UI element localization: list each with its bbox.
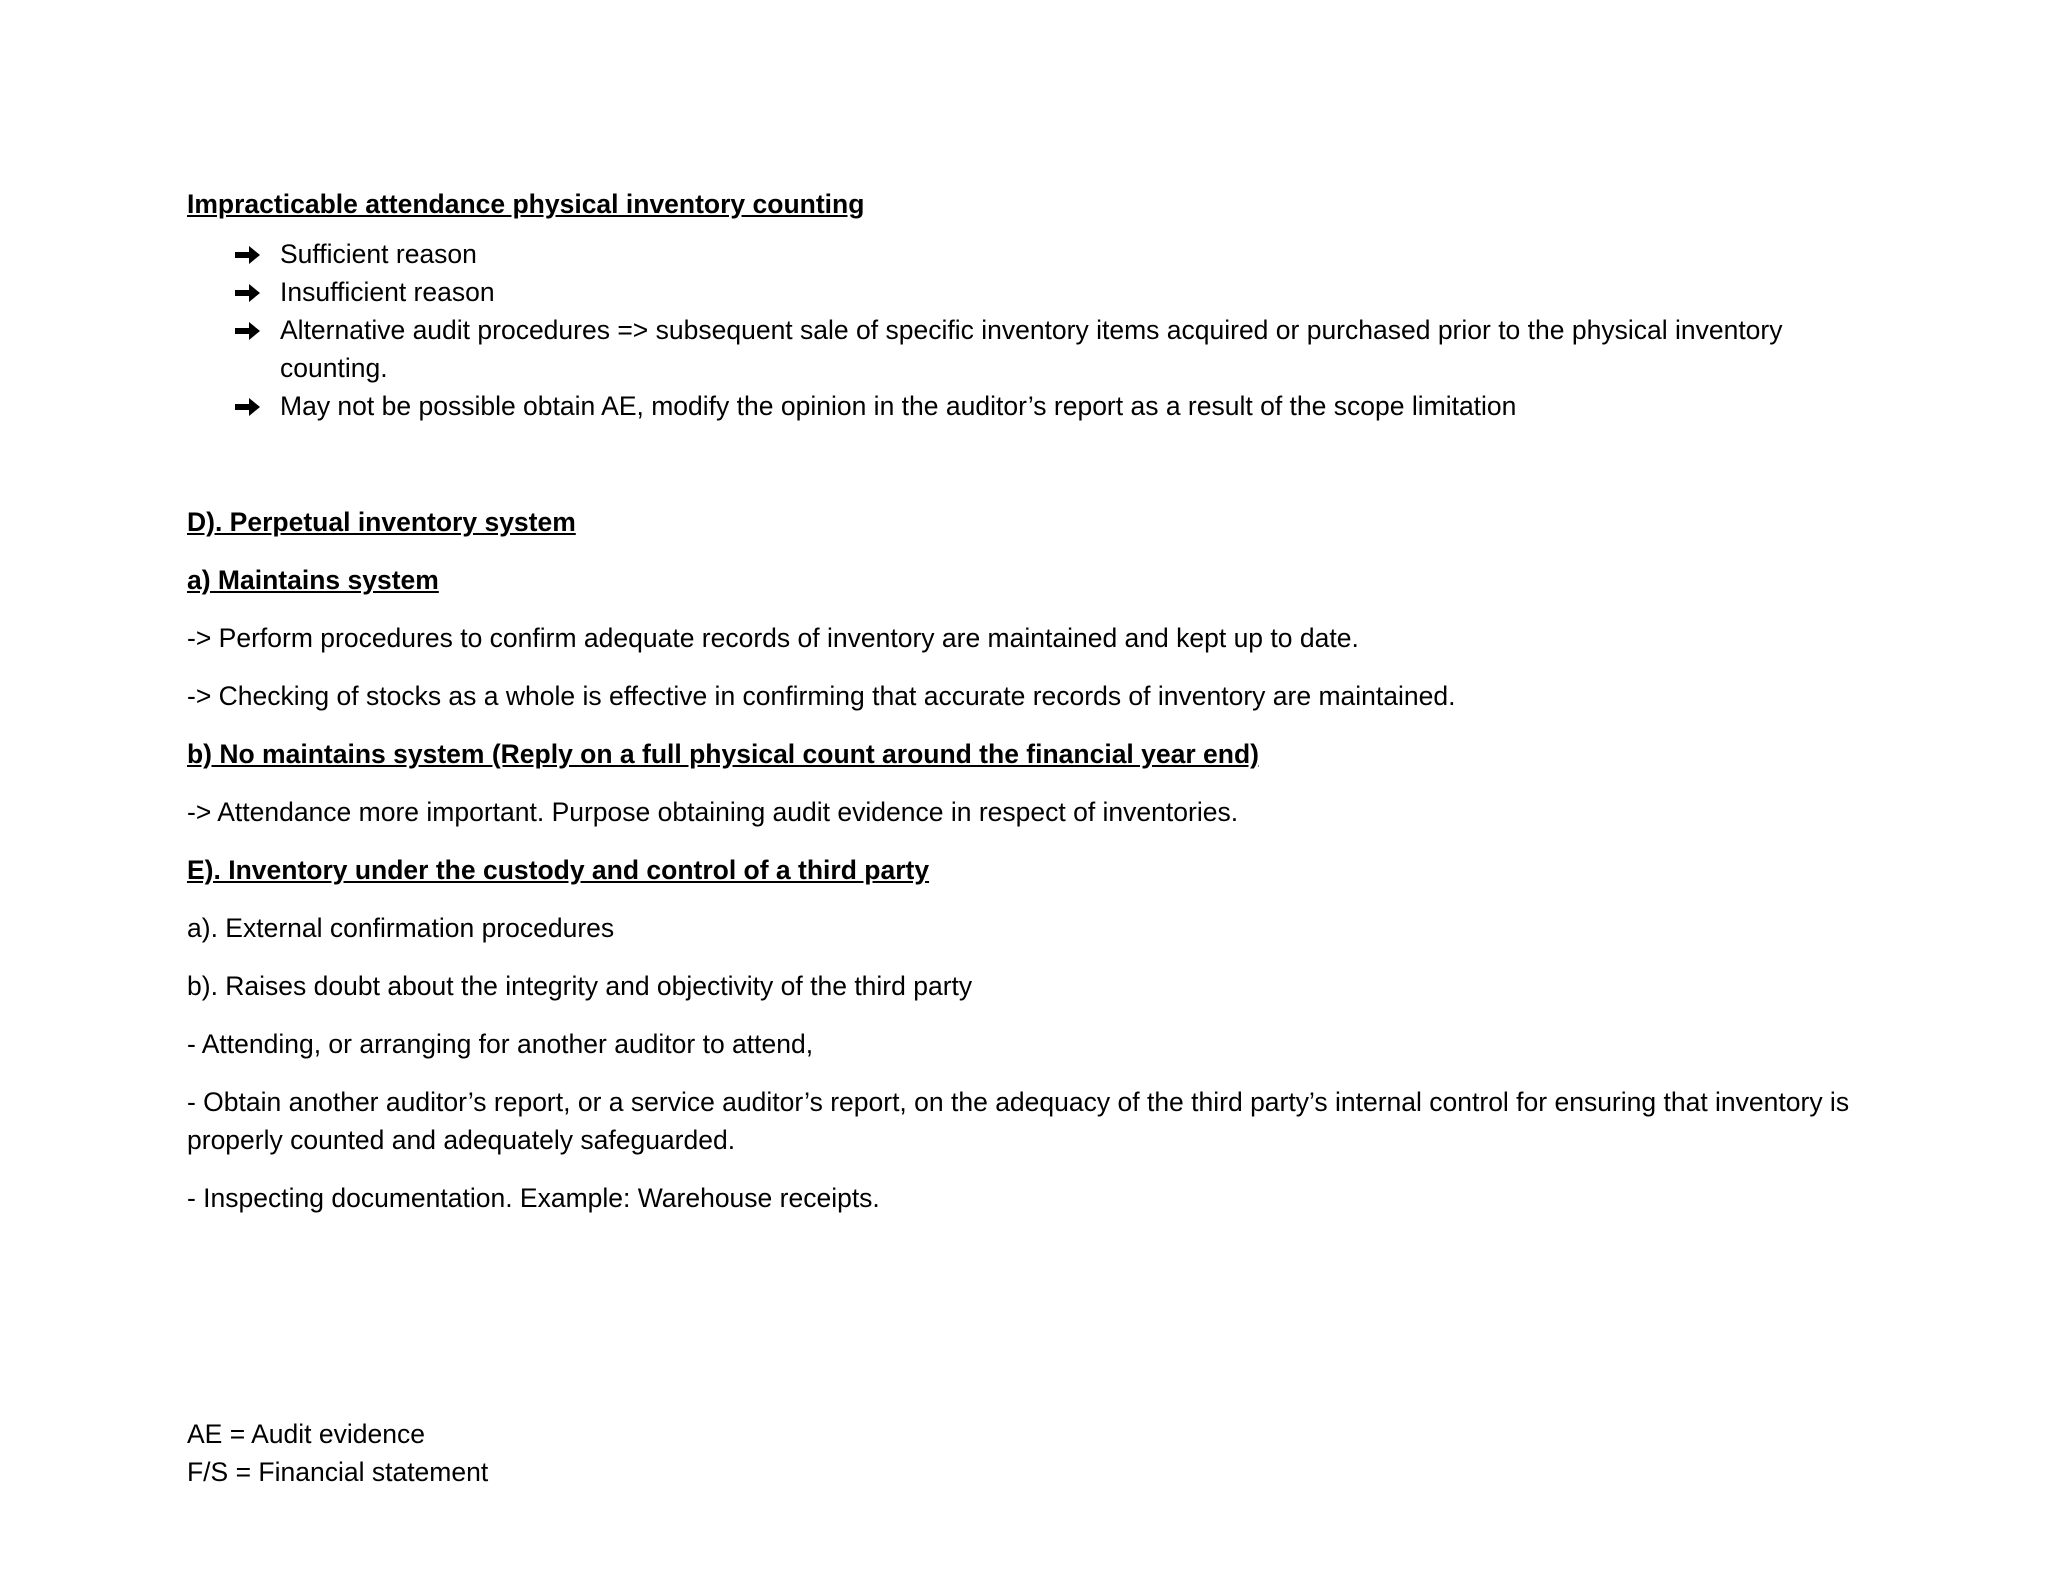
- paragraph: -> Perform procedures to confirm adequate records of inventory are maintained and kept up to date.: [187, 623, 1359, 653]
- list-item: [187, 235, 1887, 273]
- document-body: [187, 185, 1887, 1491]
- list-item: [187, 387, 1887, 425]
- list-item-text: Sufficient reason: [280, 239, 477, 269]
- list-item-text: May not be possible obtain AE, modify the opinion in the auditor’s report as a result of the scope limitation: [280, 391, 1517, 421]
- paragraph: - Obtain another auditor’s report, or a service auditor’s report, on the adequacy of the third party’s internal control for ensuring that inventory is properly counted and adequately safeguarded.: [187, 1087, 1850, 1155]
- paragraph: b). Raises doubt about the integrity and objectivity of the third party: [187, 971, 973, 1001]
- subheading-maintains-system: a) Maintains system: [187, 565, 439, 595]
- arrow-bullet-icon: [235, 321, 261, 341]
- abbreviation-line: AE = Audit evidence: [187, 1419, 425, 1449]
- arrow-bullet-icon: [235, 245, 261, 265]
- list-item: [187, 311, 1887, 387]
- arrow-bullet-icon: [235, 397, 261, 417]
- abbreviations-footer: [187, 1415, 1887, 1491]
- paragraph: -> Checking of stocks as a whole is effective in confirming that accurate records of inventory are maintained.: [187, 681, 1456, 711]
- abbreviation-line: F/S = Financial statement: [187, 1457, 489, 1487]
- paragraph: -> Attendance more important. Purpose obtaining audit evidence in respect of inventories.: [187, 797, 1239, 827]
- section-heading-impracticable-attendance: Impracticable attendance physical inventory counting: [187, 189, 865, 219]
- paragraph: - Attending, or arranging for another auditor to attend,: [187, 1029, 814, 1059]
- paragraph: - Inspecting documentation. Example: Warehouse receipts.: [187, 1183, 880, 1213]
- list-item-text: Insufficient reason: [280, 277, 495, 307]
- subheading-no-maintains-system: b) No maintains system (Reply on a full physical count around the financial year end): [187, 739, 1259, 769]
- section-heading-third-party-custody: E). Inventory under the custody and control of a third party: [187, 855, 930, 885]
- list-item: [187, 273, 1887, 311]
- section-heading-perpetual-inventory: D). Perpetual inventory system: [187, 507, 576, 537]
- arrow-bullet-list: [187, 235, 1887, 425]
- paragraph: a). External confirmation procedures: [187, 913, 615, 943]
- arrow-bullet-icon: [235, 283, 261, 303]
- list-item-text: Alternative audit procedures => subsequent sale of specific inventory items acquired or purchased prior to the physical inventory counting.: [280, 315, 1783, 383]
